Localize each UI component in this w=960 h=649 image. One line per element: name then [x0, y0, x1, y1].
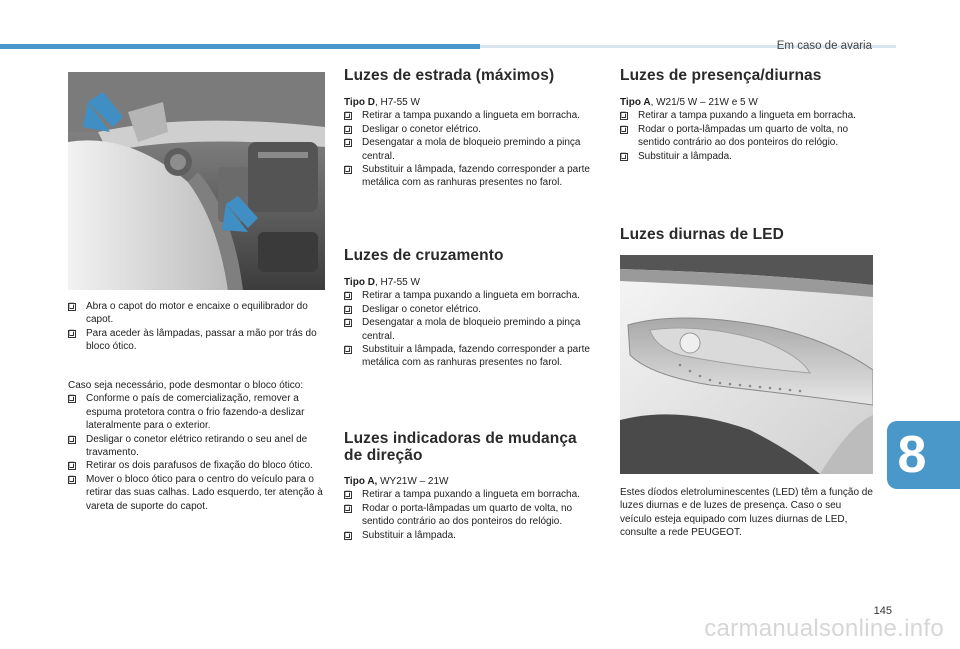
- list-item: Rodar o porta-lâmpadas um quarto de volta, no sentido contrário ao dos ponteiros do relógio.: [344, 502, 600, 529]
- bulb-type: Tipo D, H7-55 W: [344, 277, 420, 288]
- bulb-type: Tipo A, W21/5 W – 21W e 5 W: [620, 97, 758, 108]
- col1-dismount: [68, 379, 326, 513]
- led-title: Luzes diurnas de LED: [620, 226, 784, 243]
- high-beam-title: Luzes de estrada (máximos): [344, 67, 555, 84]
- checkbox-icon: [68, 330, 76, 338]
- checkbox-icon: [344, 112, 352, 120]
- list-item: Para aceder às lâmpadas, passar a mão por trás do bloco ótico.: [68, 327, 326, 354]
- indicators-title: Luzes indicadoras de mudança de direção: [344, 430, 577, 464]
- list-item: Desengatar a mola de bloqueio premindo a pinça central.: [344, 136, 600, 163]
- list-item: Mover o bloco ótico para o centro do veículo para o retirar das suas calhas. Lado esquerdo, ter atenção à vareta de suporte do capot.: [68, 473, 326, 513]
- list-item: Substituir a lâmpada, fazendo corresponder a parte metálica com as ranhuras presentes no farol.: [344, 343, 600, 370]
- checkbox-icon: [344, 505, 352, 513]
- checkbox-icon: [620, 153, 628, 161]
- engine-bay-illustration: [68, 72, 325, 290]
- checkbox-icon: [68, 303, 76, 311]
- list-item: Desligar o conetor elétrico.: [344, 303, 600, 316]
- high-beam-body: [344, 96, 600, 190]
- low-beam-title: Luzes de cruzamento: [344, 247, 504, 264]
- list-item: Abra o capot do motor e encaixe o equilibrador do capot.: [68, 300, 326, 327]
- checkbox-icon: [344, 346, 352, 354]
- led-headlight-illustration: [620, 255, 873, 474]
- checkbox-icon: [344, 139, 352, 147]
- section-title: Em caso de avaria: [776, 40, 872, 52]
- checkbox-icon: [620, 112, 628, 120]
- checkbox-icon: [68, 436, 76, 444]
- checkbox-icon: [344, 166, 352, 174]
- list-item: Desengatar a mola de bloqueio premindo a pinça central.: [344, 316, 600, 343]
- list-item: Substituir a lâmpada.: [620, 150, 875, 163]
- checkbox-icon: [344, 306, 352, 314]
- list-item: Retirar a tampa puxando a lingueta em borracha.: [344, 289, 600, 302]
- led-description: Estes díodos eletroluminescentes (LED) têm a função de luzes diurnas e de luzes de presença. Caso o seu veículo esteja equipado com luzes diurnas de LED, consulte a rede PEUGEOT.: [620, 487, 873, 539]
- checkbox-icon: [344, 292, 352, 300]
- chapter-number: 8: [897, 426, 927, 484]
- list-item: Conforme o país de comercialização, remover a espuma protetora contra o frio fazendo-a deslizar lateralmente para o exterior.: [68, 392, 326, 432]
- list-item: Substituir a lâmpada, fazendo corresponder a parte metálica com as ranhuras presentes no farol.: [344, 163, 600, 190]
- bulb-type: Tipo D, H7-55 W: [344, 97, 420, 108]
- list-item: Desligar o conetor elétrico retirando o seu anel de travamento.: [68, 433, 326, 460]
- list-item: Desligar o conetor elétrico.: [344, 123, 600, 136]
- checkbox-icon: [344, 126, 352, 134]
- checkbox-icon: [68, 462, 76, 470]
- list-item: Retirar a tampa puxando a lingueta em borracha.: [344, 109, 600, 122]
- checkbox-icon: [344, 532, 352, 540]
- page-number: 145: [873, 605, 892, 617]
- indicators-body: [344, 475, 600, 542]
- list-item: Retirar a tampa puxando a lingueta em borracha.: [344, 488, 600, 501]
- checkbox-icon: [68, 476, 76, 484]
- position-lights-title: Luzes de presença/diurnas: [620, 67, 822, 84]
- chapter-tab: [887, 421, 960, 489]
- low-beam-body: [344, 276, 600, 370]
- header-accent-bar: [0, 44, 480, 49]
- list-item: Substituir a lâmpada.: [344, 529, 600, 542]
- list-item: Rodar o porta-lâmpadas um quarto de volta, no sentido contrário ao dos ponteiros do relógio.: [620, 123, 875, 150]
- checkbox-icon: [344, 491, 352, 499]
- dismount-intro: Caso seja necessário, pode desmontar o bloco ótico:: [68, 380, 304, 391]
- checkbox-icon: [68, 395, 76, 403]
- bulb-type: Tipo A, WY21W – 21W: [344, 476, 449, 487]
- position-lights-body: [620, 96, 875, 163]
- list-item: Retirar os dois parafusos de fixação do bloco ótico.: [68, 459, 326, 472]
- col1-intro: [68, 300, 326, 354]
- list-item: Retirar a tampa puxando a lingueta em borracha.: [620, 109, 875, 122]
- checkbox-icon: [620, 126, 628, 134]
- watermark: carmanualsonline.info: [704, 615, 944, 642]
- checkbox-icon: [344, 319, 352, 327]
